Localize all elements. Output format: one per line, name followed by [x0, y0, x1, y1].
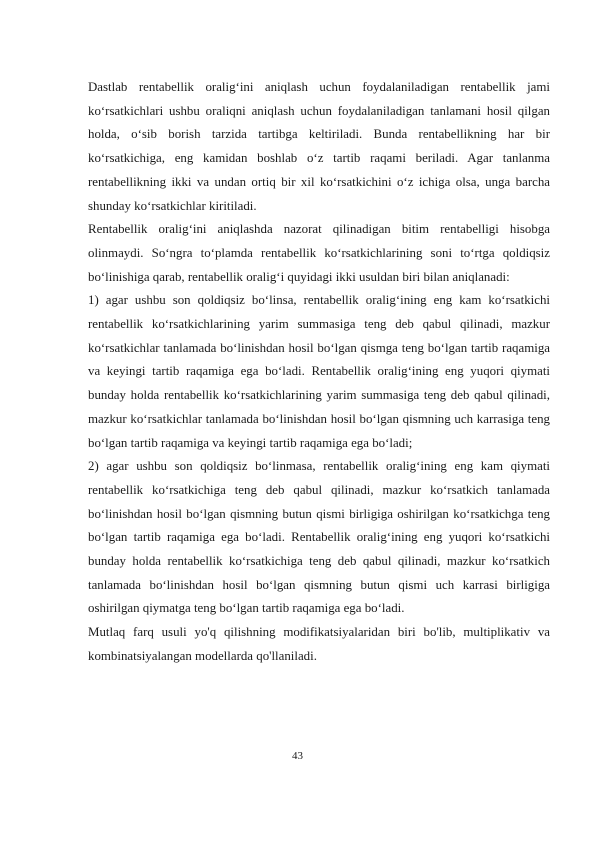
page-number: 43	[292, 750, 303, 762]
paragraph-case-1: 1) agar ushbu son qoldiqsiz bo‘linsa, rentabellik oralig‘ining eng kam ko‘rsatkichi rentabellik ko‘rsatkichlarining yarim summasiga teng deb qabul qilinadi, mazkur ko‘rsatkichlar tanlamada bo‘linishdan hosil bo‘lgan qismga teng bo‘lgan tartib raqamiga va keyingi tartib raqamiga ega bo‘ladi. Rentabellik oralig‘ining eng yuqori qiymati bunday holda rentabellik ko‘rsatkichlarining yarim summasiga teng deb qabul qilinadi, mazkur ko‘rsatkichlar tanlamada bo‘linishdan hosil bo‘lgan qismning uch karrasiga teng bo‘lgan tartib raqamiga va keyingi tartib raqamiga ega bo‘ladi;	[88, 293, 550, 450]
body-text	[88, 76, 550, 669]
paragraph-intro: Dastlab rentabellik oralig‘ini aniqlash uchun foydalaniladigan rentabellik jami ko‘rsatkichlari ushbu oraliqni aniqlash uchun foydalaniladigan tanlamani hosil qilgan holda, o‘sib borish tarzida tartibga keltiriladi. Bunda rentabellikning har bir ko‘rsatkichiga, eng kamidan boshlab o‘z tartib raqami beriladi. Agar tanlanma rentabellikning ikki va undan ortiq bir xil ko‘rsatkichini o‘z ichiga olsa, unga barcha shunday ko‘rsatkichlar kiritiladi.	[88, 80, 550, 213]
paragraph-rentabellik-oraligi: Rentabellik oralig‘ini aniqlashda nazorat qilinadigan bitim rentabelligi hisobga olinmaydi. So‘ngra to‘plamda rentabellik ko‘rsatkichlarining soni to‘rtga qoldiqsiz bo‘linishiga qarab, rentabellik oralig‘i quyidagi ikki usuldan biri bilan aniqlanadi:	[88, 222, 550, 284]
paragraph-mutlaq-farq: Mutlaq farq usuli yo'q qilishning modifikatsiyalaridan biri bo'lib, multiplikativ va kombinatsiyalangan modellarda qo'llaniladi.	[88, 625, 550, 663]
paragraph-case-2: 2) agar ushbu son qoldiqsiz bo‘linmasa, rentabellik oralig‘ining eng kam qiymati rentabellik ko‘rsatkichiga teng deb qabul qilinadi, mazkur ko‘rsatkich tanlamada bo‘linishdan hosil bo‘lgan qismning butun qismi birligiga oshirilgan ko‘rsatkichga teng bo‘lgan tartib raqamiga ega bo‘ladi. Rentabellik oralig‘ining eng yuqori ko‘rsatkichi bunday holda rentabellik ko‘rsatkichiga teng deb qabul qilinadi, mazkur ko‘rsatkich tanlamada bo‘linishdan hosil bo‘lgan qismning butun qismi uch karrasi birligiga oshirilgan qiymatga teng bo‘lgan tartib raqamiga ega bo‘ladi.	[88, 459, 550, 616]
